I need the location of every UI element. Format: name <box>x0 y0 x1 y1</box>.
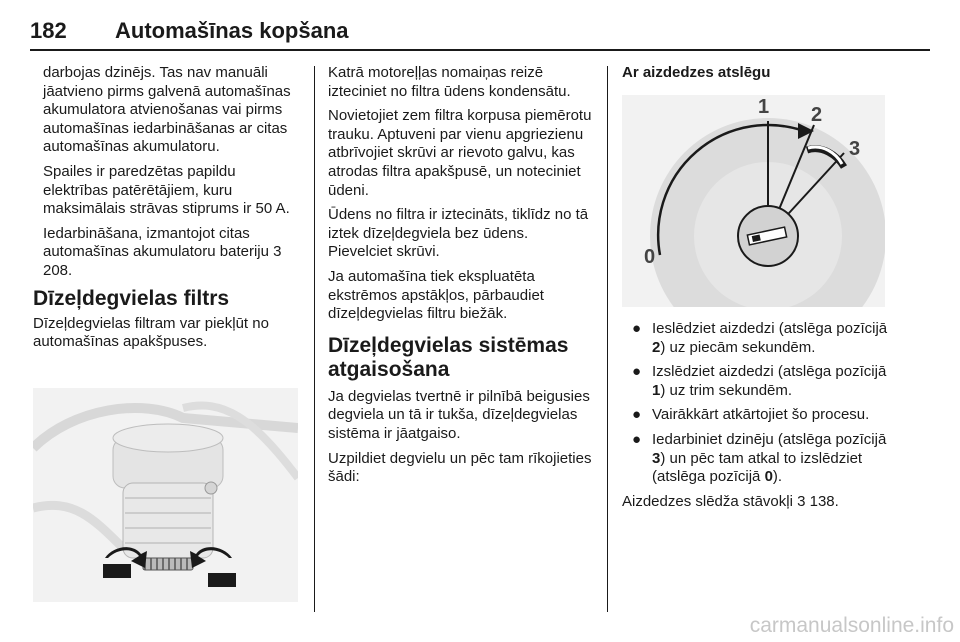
watermark: carmanualsonline.info <box>749 614 954 637</box>
position-label-3: 3 <box>849 138 861 160</box>
bullet-icon: ● <box>632 363 642 381</box>
paragraph: Dīzeļdegvielas filtram var piekļūt no automašīnas apakšpuses. <box>33 314 269 351</box>
page-reference-link[interactable]: 208. <box>43 261 73 279</box>
section-heading: Dīzeļdegvielas filtrs <box>33 286 230 310</box>
diesel-filter-drawing <box>33 388 298 602</box>
paragraph: Novietojiet zem filtra korpusa piemērotu trauku. Aptuveni par vienu apgriezienu atbrīvojiet skrūvi ar rievoto galvu, kas atrodas filtra apakšpusē, un noteciniet ūdeni. <box>328 107 592 199</box>
position-label-1: 1 <box>758 96 770 118</box>
paragraph: Ja degvielas tvertnē ir pilnībā beigusies degviela un tā ir tukša, dīzeļdegvielas sistēma ir jāatgaiso. <box>328 387 590 442</box>
paragraph-text: Aizdedzes slēdža stāvokļi <box>622 492 793 510</box>
paragraph <box>33 225 303 281</box>
paragraph: Ūdens no filtra ir iztecināts, tiklīdz no tā iztek dīzeļdegviela bez ūdens. Pievelciet skrūvi. <box>328 206 589 261</box>
ignition-switch-drawing <box>622 95 885 307</box>
list-item <box>622 431 897 487</box>
subsection-heading: Ar aizdedzes atslēgu <box>622 64 771 81</box>
bullet-icon: ● <box>632 320 642 337</box>
position-number: 2 <box>652 338 661 356</box>
list-item-text: ) uz piecām sekundēm. <box>660 338 816 356</box>
page-number: 182 <box>30 18 67 43</box>
paragraph <box>622 493 897 512</box>
list-item-text: Vairākkārt atkārtojiet šo procesu. <box>652 406 870 424</box>
page-title: Automašīnas kopšana <box>115 18 349 43</box>
paragraph: Ja automašīna tiek ekspluatēta ekstrēmos apstākļos, pārbaudiet dīzeļdegvielas filtru biežāk. <box>328 267 544 323</box>
list-item-text: ) uz trim sekundēm. <box>660 381 793 399</box>
list-item <box>622 320 897 357</box>
reference-icon: 3 <box>273 243 282 261</box>
paragraph: Spailes ir paredzētas papildu elektrības patērētājiem, kuru maksimālais strāvas stiprums ir 50 A. <box>43 162 290 218</box>
paragraph: darbojas dzinējs. Tas nav manuāli jāatvieno pirms galvenā automašīnas akumulatora atvienošanas vai pirms automašīnas iedarbināšanas ar citas automašīnas akumulatoru. <box>43 64 291 156</box>
ignition-switch-illustration <box>622 95 885 307</box>
reference-icon: 3 <box>797 492 806 510</box>
list-item <box>622 406 897 425</box>
header-rule <box>30 49 930 51</box>
list-item-text: Izslēdziet aizdedzi (atslēga pozīcijā <box>652 363 887 381</box>
list-item <box>622 363 897 400</box>
paragraph: Katrā motoreļļas nomaiņas reizē izteciniet no filtra ūdens kondensātu. <box>328 64 571 100</box>
position-label-2: 2 <box>811 104 823 126</box>
column-2 <box>328 64 596 493</box>
column-1 <box>33 64 303 358</box>
position-number: 0 <box>764 468 773 486</box>
column-divider <box>314 66 315 612</box>
bullet-icon: ● <box>632 430 642 448</box>
instruction-list <box>622 320 897 517</box>
paragraph-text: Iedarbināšana, izmantojot citas automašīnas akumulatoru bateriju <box>43 224 269 261</box>
diesel-filter-illustration <box>33 388 298 602</box>
position-number: 3 <box>652 449 661 467</box>
list-item-text: Ieslēdziet aizdedzi (atslēga pozīcijā <box>652 320 888 337</box>
position-number: 1 <box>652 381 661 399</box>
list-item-text: ) un pēc tam atkal to izslēdziet (atslēga pozīcijā <box>652 449 863 486</box>
column-divider <box>607 66 608 612</box>
section-heading: Dīzeļdegvielas sistēmas atgaisošana <box>328 333 569 381</box>
column-3 <box>622 64 897 83</box>
paragraph: Uzpildiet degvielu un pēc tam rīkojieties šādi: <box>328 449 592 486</box>
page-reference-link[interactable]: 138. <box>809 492 839 510</box>
bullet-icon: ● <box>632 406 642 424</box>
list-item-text: ). <box>772 468 783 486</box>
position-label-0: 0 <box>644 246 656 268</box>
list-item-text: Iedarbiniet dzinēju (atslēga pozīcijā <box>652 430 887 448</box>
